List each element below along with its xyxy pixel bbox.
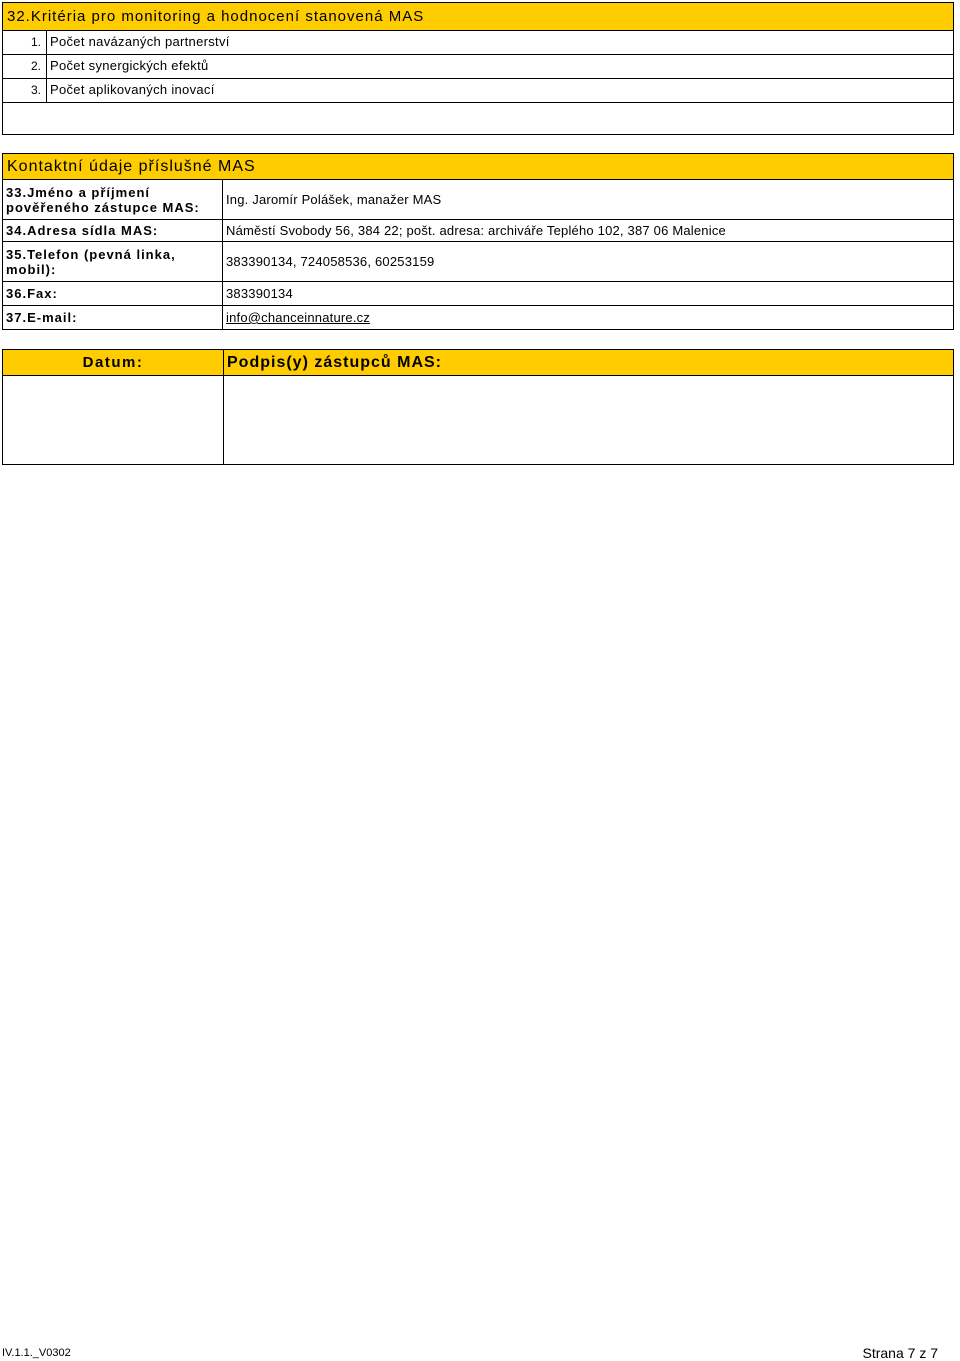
contact-label: 37.E-mail: (3, 306, 223, 329)
criteria-row-3 (2, 79, 954, 103)
criteria-label: Počet aplikovaných inovací (50, 82, 215, 97)
criteria-row-1 (2, 31, 954, 55)
page-number: Strana 7 z 7 (862, 1345, 938, 1361)
contact-row-email (2, 306, 954, 330)
contact-row-fax (2, 282, 954, 306)
criteria-row-2 (2, 55, 954, 79)
signature-label: Podpis(y) zástupců MAS: (227, 354, 443, 371)
contacts-title: Kontaktní údaje příslušné MAS (2, 153, 954, 180)
contact-value: 383390134, 724058536, 60253159 (226, 254, 435, 269)
email-link[interactable]: info@chanceinnature.cz (226, 310, 371, 325)
contact-value: 383390134 (226, 286, 293, 301)
criteria-label: Počet synergických efektů (50, 58, 209, 73)
contact-label: 36.Fax: (3, 282, 223, 305)
contact-row-name (2, 180, 954, 220)
date-label: Datum: (3, 350, 224, 375)
contact-row-address (2, 220, 954, 242)
contact-label: 34.Adresa sídla MAS: (3, 220, 223, 241)
date-field[interactable] (3, 376, 224, 464)
contact-value: Náměstí Svobody 56, 384 22; pošt. adresa: archiváře Teplého 102, 387 06 Malenice (226, 223, 726, 238)
signature-header (2, 349, 954, 376)
criteria-empty-row (2, 103, 954, 135)
signature-body (2, 376, 954, 465)
contact-value: Ing. Jaromír Polášek, manažer MAS (226, 192, 442, 207)
signature-field[interactable] (224, 376, 953, 464)
contact-row-phone (2, 242, 954, 282)
criteria-label: Počet navázaných partnerství (50, 34, 230, 49)
contact-label: 33.Jméno a příjmení pověřeného zástupce MAS: (3, 180, 223, 219)
document-code: IV.1.1._V0302 (2, 1347, 71, 1359)
criteria-number: 2. (3, 55, 47, 78)
contact-label: 35.Telefon (pevná linka, mobil): (3, 242, 223, 281)
criteria-number: 1. (3, 31, 47, 54)
criteria-title: 32.Kritéria pro monitoring a hodnocení stanovená MAS (2, 2, 954, 31)
criteria-number: 3. (3, 79, 47, 102)
